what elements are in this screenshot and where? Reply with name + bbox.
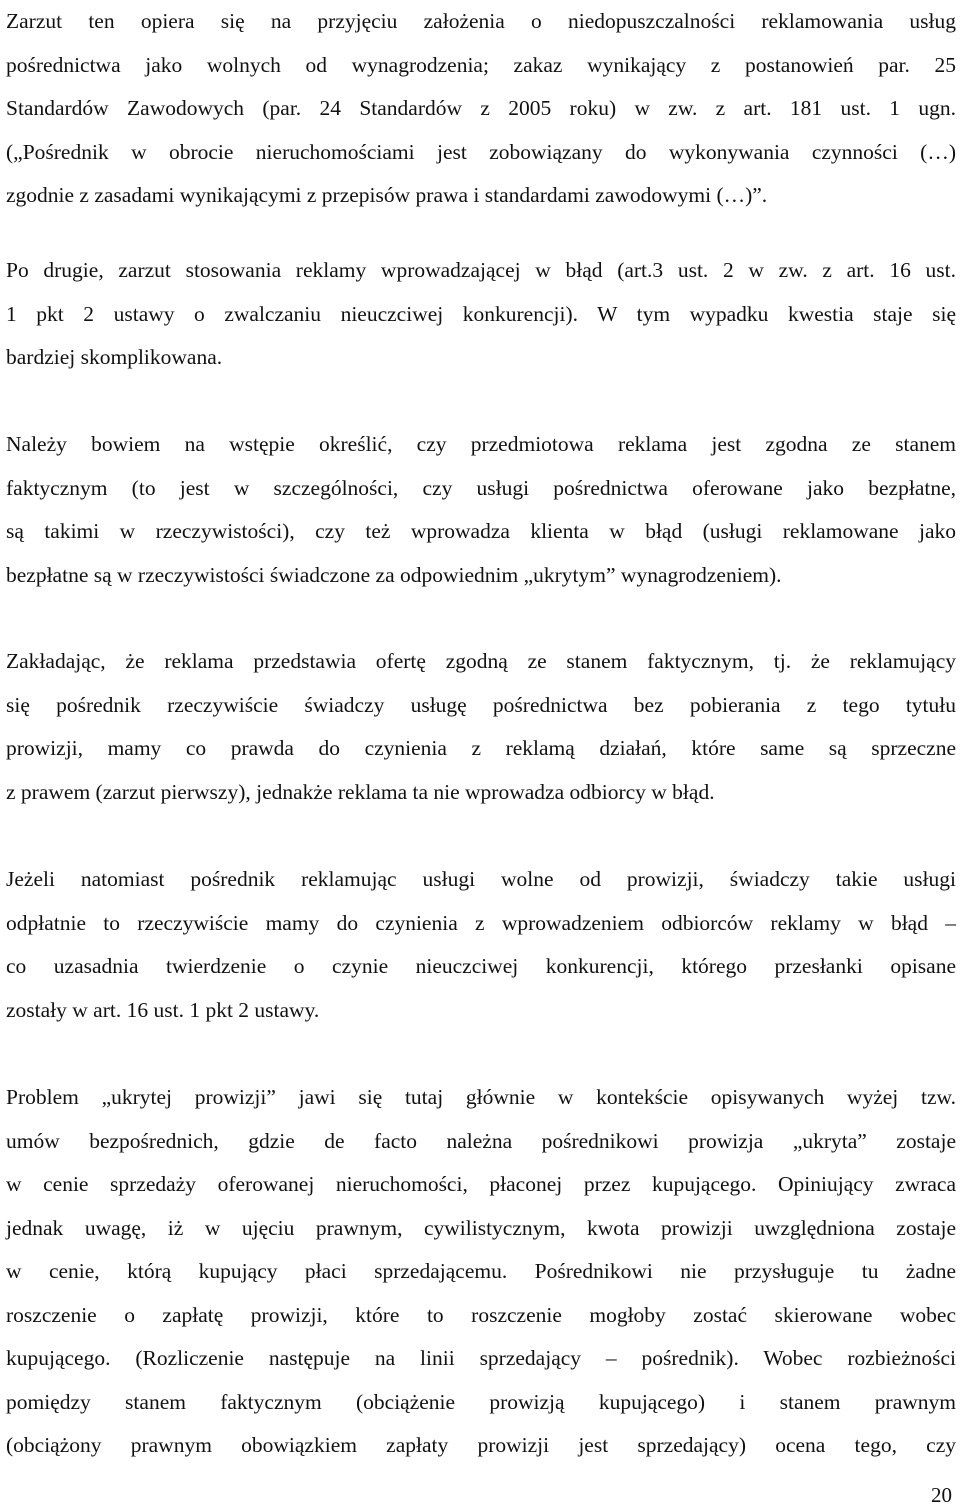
- text-line: Problem „ukrytej prowizji” jawi się tutaj głównie w kontekście opisywanych wyżej tzw.: [6, 1085, 956, 1109]
- text-line: są takimi w rzeczywistości), czy też wprowadza klienta w błąd (usługi reklamowane jako: [6, 519, 956, 543]
- paragraph-6: [6, 1076, 956, 1468]
- text-line: bezpłatne są w rzeczywistości świadczone za odpowiednim „ukrytym” wynagrodzeniem).: [6, 562, 782, 587]
- text-line: faktycznym (to jest w szczególności, czy usługi pośrednictwa oferowane jako bezpłatne,: [6, 475, 956, 500]
- text-line: w cenie sprzedaży oferowanej nieruchomości, płaconej przez kupującego. Opiniujący zwraca: [6, 1172, 956, 1196]
- paragraph-1: [6, 0, 956, 218]
- text-line: co uzasadnia twierdzenie o czynie nieuczciwej konkurencji, którego przesłanki opisane: [6, 954, 956, 978]
- text-line: 1 pkt 2 ustawy o zwalczaniu nieuczciwej konkurencji). W tym wypadku kwestia staje się: [6, 301, 956, 326]
- text-line: umów bezpośrednich, gdzie de facto należna pośrednikowi prowizja „ukryta” zostaje: [6, 1128, 956, 1153]
- paragraph-5: [6, 858, 956, 1032]
- text-line: w cenie, którą kupujący płaci sprzedającemu. Pośrednikowi nie przysługuje tu żadne: [6, 1259, 956, 1283]
- paragraph-4: [6, 640, 956, 814]
- text-line: odpłatnie to rzeczywiście mamy do czynienia z wprowadzeniem odbiorców reklamy w błąd –: [6, 910, 956, 935]
- text-line: zgodnie z zasadami wynikającymi z przepisów prawa i standardami zawodowymi (…)”.: [6, 183, 768, 207]
- text-line: Jeżeli natomiast pośrednik reklamując usługi wolne od prowizji, świadczy takie usługi: [6, 867, 956, 891]
- text-line: prowizji, mamy co prawda do czynienia z reklamą działań, które same są sprzeczne: [6, 736, 956, 760]
- text-line: zostały w art. 16 ust. 1 pkt 2 ustawy.: [6, 997, 320, 1022]
- page-number: 20: [931, 1483, 952, 1507]
- text-line: Należy bowiem na wstępie określić, czy przedmiotowa reklama jest zgodna ze stanem: [6, 432, 956, 456]
- text-line: z prawem (zarzut pierwszy), jednakże reklama ta nie wprowadza odbiorcy w błąd.: [6, 779, 715, 804]
- text-line: Zakładając, że reklama przedstawia ofertę zgodną ze stanem faktycznym, tj. że reklamujący: [6, 649, 956, 673]
- paragraph-2: [6, 249, 956, 380]
- text-line: (obciążony prawnym obowiązkiem zapłaty prowizji jest sprzedający) ocena tego, czy: [6, 1433, 956, 1457]
- text-line: Zarzut ten opiera się na przyjęciu założenia o niedopuszczalności reklamowania usług: [6, 9, 956, 33]
- text-line: („Pośrednik w obrocie nieruchomościami jest zobowiązany do wykonywania czynności (…): [6, 139, 956, 164]
- text-line: jednak uwagę, iż w ujęciu prawnym, cywilistycznym, kwota prowizji uwzględniona zostaje: [6, 1215, 956, 1240]
- text-line: pośrednictwa jako wolnych od wynagrodzenia; zakaz wynikający z postanowień par. 25: [6, 52, 956, 77]
- paragraph-3: [6, 423, 956, 597]
- text-line: kupującego. (Rozliczenie następuje na linii sprzedający – pośrednik). Wobec rozbieżności: [6, 1346, 956, 1370]
- text-line: roszczenie o zapłatę prowizji, które to roszczenie mogłoby zostać skierowane wobec: [6, 1302, 956, 1327]
- text-line: Po drugie, zarzut stosowania reklamy wprowadzającej w błąd (art.3 ust. 2 w zw. z art. 16 ust.: [6, 258, 956, 282]
- text-line: się pośrednik rzeczywiście świadczy usługę pośrednictwa bez pobierania z tego tytułu: [6, 692, 956, 717]
- text-line: bardziej skomplikowana.: [6, 345, 223, 369]
- text-line: pomiędzy stanem faktycznym (obciążenie prowizją kupującego) i stanem prawnym: [6, 1389, 956, 1414]
- text-line: Standardów Zawodowych (par. 24 Standardów z 2005 roku) w zw. z art. 181 ust. 1 ugn.: [6, 96, 956, 120]
